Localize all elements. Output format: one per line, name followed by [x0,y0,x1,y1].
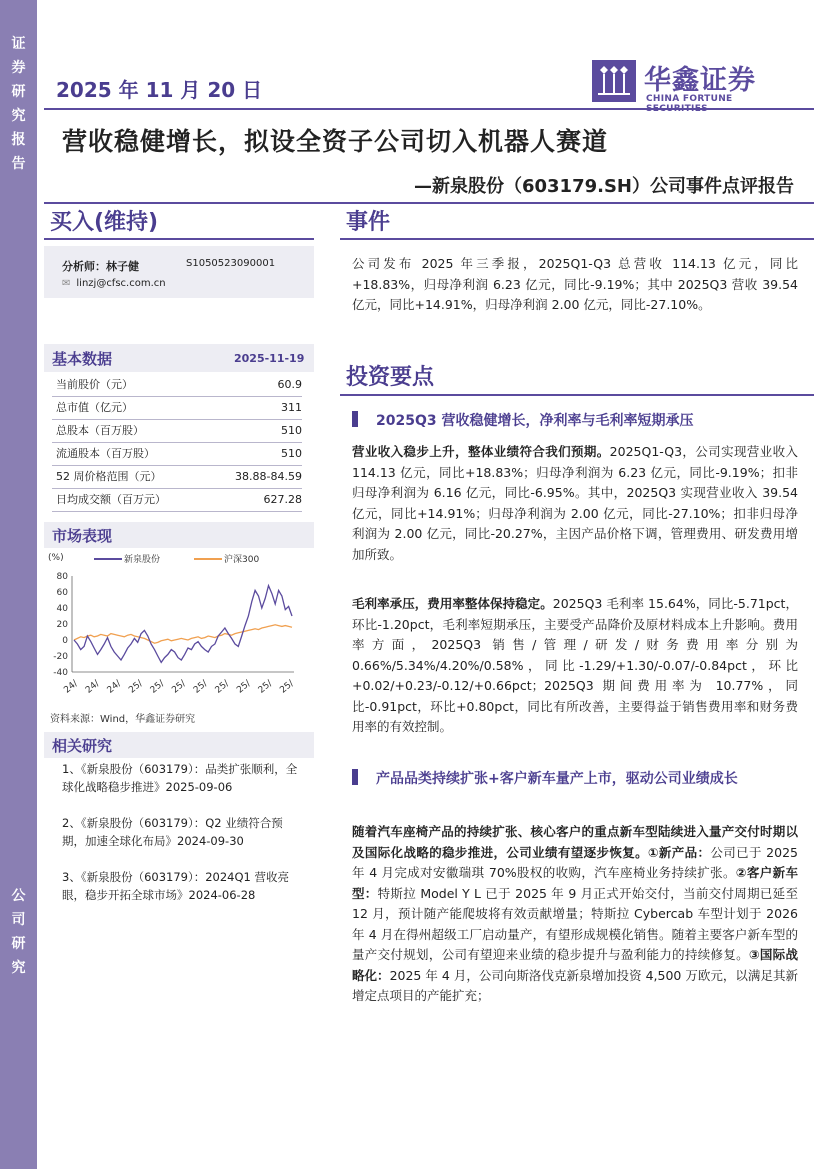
logo-mark-icon [592,60,636,102]
x-tick-label: 25/ [127,678,145,696]
x-tick-label: 25/ [278,678,296,696]
x-tick-label: 25/ [170,678,188,696]
report-date: 2025 年 11 月 20 日 [56,78,263,102]
basic-data-value: 510 [281,447,302,460]
event-rule [340,238,814,240]
x-tick-label: 25/ [235,678,253,696]
paragraph-3b-body: 特斯拉 Model Y L 已于 2025 年 9 月正式开始交付，当前交付周期已延至 12 月，预计随产能爬坡将有效贡献增量；特斯拉 Cybercab 车型计划于 2026 年 4 月在得州超级工厂启动量产，有望形成规模化销售。随着主要客户新车型的量产交付规划，公司有望迎来业绩的稳步提升与盈利能力的持续修复。 [352,885,798,962]
x-tick-label: 24/ [105,678,124,696]
paragraph-2 [352,594,798,738]
basic-data-key: 总股本（百万股） [56,424,144,437]
title-rule [44,202,814,204]
analyst-id: S1050523090001 [186,258,276,269]
logo-text-en: CHINA FORTUNE [646,94,733,104]
x-tick-label: 25/ [192,678,210,696]
related-title: 相关研究 [52,737,113,755]
x-tick-label: 24/ [62,678,80,696]
paragraph-3-lead: 随着汽车座椅产品的持续扩张、核心客户的重点新车型陆续进入量产交付时期以及国际化战略的稳步推进，公司业绩有望逐步恢复。 [352,824,798,860]
paragraph-3c-body: 2025 年 4 月，公司向斯洛伐克新泉增加投资 4,500 万欧元，以满足其新增定点项目的产能扩充； [352,967,798,1003]
x-tick-label: 24/ [84,678,102,696]
paragraph-1 [352,442,798,565]
basic-data-value: 38.88-84.59 [235,470,302,483]
market-title: 市场表现 [52,527,113,545]
y-tick-label: 40 [56,604,68,614]
point-heading-1-text: 2025Q3 营收稳健增长，净利率与毛利率短期承压 [376,413,694,429]
paragraph-3a-lead: ①新产品： [647,844,711,860]
basic-data-key: 总市值（亿元） [56,401,133,414]
rating-rule [44,238,314,240]
point-heading-1 [352,410,798,432]
basic-data-row [52,489,302,512]
x-tick-label: 25/ [213,678,232,696]
basic-data-row [52,397,302,420]
logo [592,58,792,108]
logo-text-cn: 华鑫证券 [644,65,756,96]
point-heading-2-text: 产品品类持续扩张+客户新车量产上市，驱动公司业绩成长 [376,771,738,787]
paragraph-2-body: 2025Q3 毛利率 15.64%，同比-5.71pct，环比-1.20pct，毛利率短期承压，主要受产品降价及原材料成本上升影响。费用率方面，2025Q3 销售/管理/研发/财务费用率分别为 0.66%/5.34%/4.20%/0.58%，同比-1.29/+1.30/-0.07/-0.84pct，环比+0.02/+0.23/-0.12/+0.66pct；2025Q3 期间费用率为 10.77%，同比-0.91pct，环比+0.80pct，同比有所改善，主要得益于销售费用率和财务费用率的有效控制。 [352,596,798,734]
basic-data-value: 311 [281,401,302,414]
analyst-name: 分析师：林子健 [62,260,139,273]
basic-data-key: 流通股本（百万股） [56,447,155,460]
y-tick-label: 60 [56,588,68,598]
basic-data-row [52,466,302,489]
basic-data-value: 510 [281,424,302,437]
y-tick-label: 0 [62,636,68,646]
y-tick-label: 20 [56,620,68,630]
market-chart [46,548,312,708]
market-chart-svg [46,548,312,708]
invest-rule [340,394,814,396]
x-tick-label: 25/ [256,678,275,696]
y-tick-label: 80 [56,572,68,582]
paragraph-2-lead: 毛利率承压，费用率整体保持稳定。 [352,596,553,611]
paragraph-1-lead: 营业收入稳步上升，整体业绩符合我们预期。 [352,444,610,459]
invest-title: 投资要点 [346,365,435,390]
event-text: 公司发布 2025 年三季报，2025Q1-Q3 总营收 114.13 亿元，同比+18.83%，归母净利润 6.23 亿元，同比-9.19%；其中 2025Q3 营收 39.54 亿元，同比+14.91%，归母净利润 2.00 亿元，同比-27.10%。 [352,256,798,312]
y-tick-label: -20 [53,652,68,662]
basic-data-row [52,420,302,443]
rating: 买入(维持) [50,210,159,235]
basic-data-title: 基本数据 [52,350,113,368]
mail-icon: ✉ [62,278,71,289]
heading-marker-icon [352,411,358,427]
x-tick-label: 25/ [148,678,167,696]
basic-data-value: 627.28 [263,493,302,506]
legend-label: 新泉股份 [124,555,161,565]
legend-label: 沪深300 [224,555,260,565]
paragraph-1-body: 2025Q1-Q3，公司实现营业收入 114.13 亿元，同比+18.83%；归母净利润为 6.23 亿元，同比-9.19%；扣非归母净利润为 6.16 亿元，同比-6.95%。其中，2025Q3 实现营业收入 39.54 亿元，同比+14.91%；归母净利润为 2.00 亿元，同比-27.10%；扣非归母净利润为 2.00 亿元，同比-20.27%，主因产品价格下调，管理费用、研发费用增加所致。 [352,444,798,562]
related-item-2[interactable]: 2、《新泉股份（603179）：Q2 业绩符合预期，加速全球化布局》2024-09-30 [62,816,283,848]
heading-marker-icon [352,769,358,785]
sidebar-label-bottom: 公 司 研 究 [11,888,26,976]
chart-source: 资料来源：Wind，华鑫证券研究 [50,714,196,725]
basic-data-key: 日均成交额（百万元） [56,493,166,506]
paragraph-3a-body: 公司已于 2025 年 4 月完成对安徽瑞琪 70%股权的收购，汽车座椅业务持续扩张。 [352,844,798,880]
sidebar-label-top: 证 券 研 究 报 告 [11,36,26,172]
header-rule [44,108,814,110]
point-heading-2 [352,768,798,790]
paragraph-3b-lead: ②客户新车型： [352,865,798,901]
paragraph-3 [352,822,798,1007]
basic-data-row [52,374,302,397]
report-subtitle: —新泉股份（603179.SH）公司事件点评报告 [413,176,794,197]
paragraph-3c-lead: ③国际战略化： [352,947,798,983]
analyst-email [62,278,166,289]
basic-data-date: 2025-11-19 [234,352,305,365]
y-tick-label: -40 [53,668,68,678]
series-line-stock [74,586,292,663]
y-axis-label: (%) [48,553,64,563]
related-item-3[interactable]: 3、《新泉股份（603179）：2024Q1 营收亮眼，稳步开拓全球市场》2024-06-28 [62,870,290,902]
analyst-email-text: linzj@cfsc.com.cn [76,278,166,289]
basic-data-key: 52 周价格范围（元） [56,470,162,483]
basic-data-key: 当前股价（元） [56,378,133,391]
report-title: 营收稳健增长，拟设全资子公司切入机器人赛道 [62,127,609,156]
basic-data-value: 60.9 [277,378,302,391]
event-title: 事件 [346,210,391,235]
basic-data-row [52,443,302,466]
related-item-1[interactable]: 1、《新泉股份（603179）：品类扩张顺利，全球化战略稳步推进》2025-09-06 [62,762,298,794]
